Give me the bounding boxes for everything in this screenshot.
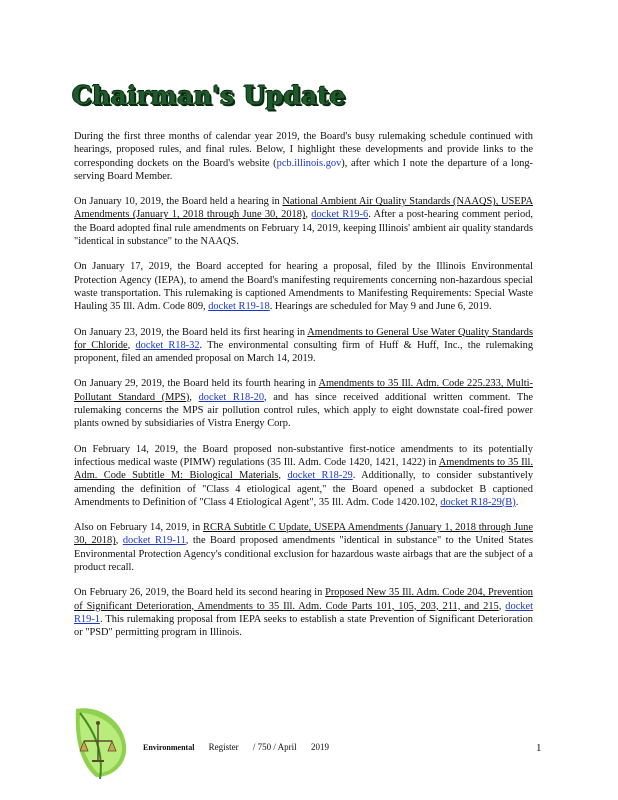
footer-issue: / 750 / April: [252, 742, 297, 752]
paragraph: During the first three months of calendar year 2019, the Board's busy rulemaking schedule continued with hearings, proposed rules, and final rules. Below, I highlight these developments and provide links to the corresponding dockets on the Board's website (pcb.illinois.gov), after which I note the departure of a long-serving Board Member.: [74, 131, 533, 182]
footer-register: Register: [208, 742, 239, 752]
article-body: [74, 130, 533, 652]
docket-link[interactable]: docket R18-20: [198, 391, 265, 403]
footer-publication: Environmental: [143, 743, 195, 752]
paragraph: On January 10, 2019, the Board held a hearing in National Ambient Air Quality Standards (NAAQS), USEPA Amendments (January 1, 2018 through June 30, 2018), docket R19-6. After a post-hearing comment period, the Board adopted final rule amendments on February 14, 2019, keeping Illinois' ambient air quality standards "identical in substance" to the NAAQS.: [74, 196, 533, 248]
page-title: Chairman's Update: [72, 81, 346, 110]
docket-link[interactable]: docket R19-11: [122, 535, 186, 547]
docket-link[interactable]: docket R19-6: [311, 209, 369, 221]
rulemaking-title: RCRA Subtitle C Update, USEPA Amendments (January 1, 2018 through June 30, 2018): [74, 522, 533, 547]
docket-link[interactable]: docket R18-29: [287, 470, 353, 482]
rulemaking-title: Amendments to 35 Ill. Adm. Code Subtitle M: Biological Materials: [74, 456, 534, 482]
footer-year: 2019: [310, 742, 329, 752]
rulemaking-title: Amendments to General Use Water Quality Standards for Chloride: [74, 326, 533, 351]
paragraph: On February 26, 2019, the Board held its second hearing in Proposed New 35 Ill. Adm. Code 204, Prevention of Significant Deterioration, Amendments to 35 Ill. Adm. Code Parts 101, 105, 203, 211, and 215, docket R19-1. This rulemaking proposal from IEPA seeks to establish a state Prevention of Significant Deterioration or "PSD" permitting program in Illinois.: [74, 587, 533, 639]
paragraph: On January 29, 2019, the Board held its fourth hearing in Amendments to 35 Ill. Adm. Code 225.233, Multi-Pollutant Standard (MPS), docket R18-20, and has since received additional written comment. The rulemaking concerns the MPS air pollution control rules, which apply to eight downstate coal-fired power plants owned by subsidiaries of Vistra Energy Corp.: [74, 378, 534, 430]
docket-link[interactable]: docket R19-1: [74, 600, 533, 625]
rulemaking-title: National Ambient Air Quality Standards (NAAQS), USEPA Amendments (January 1, 2018 through June 30, 2018): [74, 196, 533, 221]
paragraph: On January 23, 2019, the Board held its first hearing in Amendments to General Use Water Quality Standards for Chloride, docket R18-32. The environmental consulting firm of Huff & Huff, Inc., the rulemaking proponent, filed an amended proposal on March 14, 2019.: [74, 326, 534, 365]
rulemaking-title: Amendments to 35 Ill. Adm. Code 225.233, Multi-Pollutant Standard (MPS): [74, 378, 533, 403]
page-number: 1: [536, 742, 542, 754]
paragraph: On January 17, 2019, the Board accepted for hearing a proposal, filed by the Illinois Environmental Protection Agency (IEPA), to amend the Board's manifesting requirements concerning non-hazardous special waste transportation. This rulemaking is captioned Amendments to Manifesting Requirements: Special Waste Hauling 35 Ill. Adm. Code 809, docket R19-18. Hearings are scheduled for May 9 and June 6, 2019.: [74, 261, 533, 313]
docket-link[interactable]: docket R18-29(B): [440, 496, 516, 508]
docket-link[interactable]: docket R19-18: [208, 301, 270, 313]
rulemaking-title: Proposed New 35 Ill. Adm. Code 204, Prevention of Significant Deterioration, Amendments to 35 Ill. Adm. Code Parts 101, 105, 203, 211, and 215: [74, 587, 533, 612]
footer-citation: [143, 742, 341, 752]
board-logo-icon: [70, 701, 132, 781]
paragraph: Also on February 14, 2019, in RCRA Subtitle C Update, USEPA Amendments (January 1, 2018 through June 30, 2018), docket R19-11, the Board proposed amendments "identical in substance" to the United States Environmental Protection Agency's conditional exclusion for hazardous waste airbags that are the subject of a product recall.: [74, 522, 533, 574]
paragraph: On February 14, 2019, the Board proposed non-substantive first-notice amendments to its potentially infectious medical waste (PIMW) regulations (35 Ill. Adm. Code 1420, 1421, 1422) in Amendments to 35 Ill. Adm. Code Subtitle M: Biological Materials, docket R18-29. Additionally, to consider substantively amending the definition of "Class 4 etiological agent," the Board opened a subdocket B captioned Amendments to Definition of "Class 4 Etiological Agent", 35 Ill. Adm. Code 1420.102, docket R18-29(B).: [74, 443, 534, 508]
website-link[interactable]: pcb.illinois.gov: [276, 157, 342, 169]
docket-link[interactable]: docket R18-32: [135, 339, 200, 351]
